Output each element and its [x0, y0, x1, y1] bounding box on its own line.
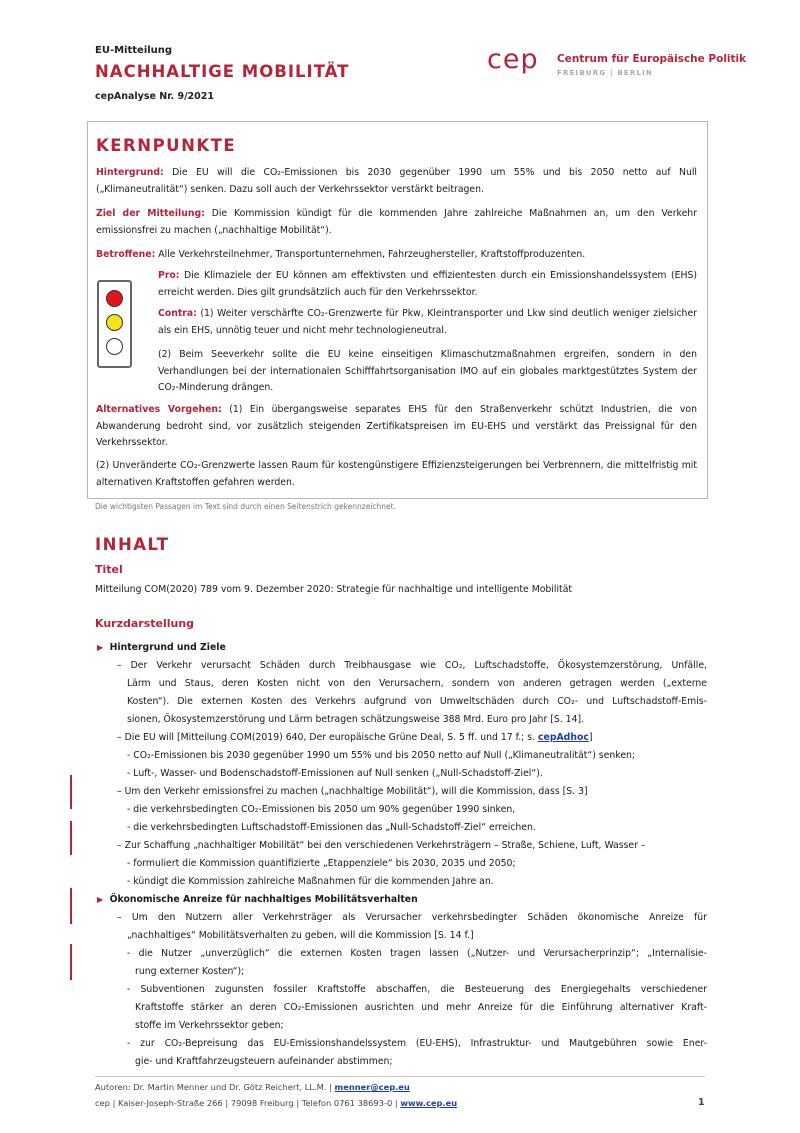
- bullet-triangle-icon: ▶: [97, 895, 104, 904]
- traffic-light-icon: [97, 280, 132, 368]
- analysis-number: cepAnalyse Nr. 9/2021: [95, 91, 214, 102]
- contra-text: (1) Weiter verschärfte CO₂-Grenzwerte für Pkw, Kleintransporter und Lkw sind deutlich weniger zielsicher als ein EHS, unnötig teuer und nicht mehr technologieneutral.: [158, 308, 697, 336]
- document-title: NACHHALTIGE MOBILITÄT: [95, 62, 350, 81]
- key-points-heading: KERNPUNKTE: [96, 136, 237, 155]
- bullet-background-goals: [97, 639, 226, 657]
- title-section-heading: Titel: [95, 563, 123, 576]
- goal-paragraph: [96, 206, 697, 239]
- website-link[interactable]: www.cep.eu: [400, 1098, 458, 1108]
- bullet-text: Hintergrund und Ziele: [109, 642, 226, 653]
- body-line: - die Nutzer „unverzüglich“ die externen Kosten tragen lassen („Nutzer- und Verursacherprinzip“; „Internalisie-: [127, 948, 707, 959]
- cep-logo: [487, 44, 747, 84]
- body-line: - zur CO₂-Bepreisung das EU-Emissionshandelssystem (EU-EHS), Infrastruktur- und Mautgebühren sowie Ener-: [127, 1038, 707, 1049]
- alternative-label: Alternatives Vorgehen:: [96, 404, 222, 415]
- body-line: - Luft-, Wasser- und Bodenschadstoff-Emissionen auf Null senken („Null-Schadstoff-Ziel“).: [127, 768, 543, 779]
- yellow-light: [106, 314, 123, 331]
- page-number: 1: [698, 1097, 705, 1108]
- body-line: Lärm und Staus, deren Kosten nicht von den Verursachern, sondern von anderen getragen werden („externe: [127, 678, 707, 689]
- body-line: „nachhaltiges“ Mobilitätsverhalten zu geben, will die Kommission [S. 14 f.]: [127, 930, 474, 941]
- background-label: Hintergrund:: [96, 167, 164, 178]
- author-email-link[interactable]: menner@cep.eu: [334, 1082, 410, 1092]
- body-line: – Zur Schaffung „nachhaltiger Mobilität“ bei den verschiedenen Verkehrsträgern – Straße, Schiene, Luft, Wasser –: [117, 840, 646, 851]
- margin-bar: [70, 888, 72, 924]
- body-line: Kosten“). Die externen Kosten des Verkehrs aufgrund von Umweltschäden durch CO₂- und Luftschadstoff-Emis-: [127, 696, 707, 707]
- body-line: – Der Verkehr verursacht Schäden durch Treibhausgase wie CO₂, Luftschadstoffe, Ökosystemzerstörung, Unfälle,: [117, 660, 707, 671]
- body-line: Kraftstoffe stärker an deren CO₂-Emissionen ausrichten und mehr Anreize für die Einführung alternativer Kraft-: [135, 1002, 707, 1013]
- body-line: - die verkehrsbedingten CO₂-Emissionen bis 2050 um 90% gegenüber 1990 sinken,: [127, 804, 516, 815]
- body-line: - die verkehrsbedingten Luftschadstoff-Emissionen das „Null-Schadstoff-Ziel“ erreichen.: [127, 822, 536, 833]
- contra-paragraph-2: (2) Beim Seeverkehr sollte die EU keine einseitigen Klimaschutzmaßnahmen ergreifen, sondern in den Verhandlungen bei der internationalen Schifffahrtsorganisation IMO auf ein globales marktgestütztes System der CO₂-Minderung drängen.: [158, 349, 697, 393]
- key-points-box: [87, 121, 708, 499]
- summary-section-heading: Kurzdarstellung: [95, 617, 195, 630]
- title-section-text: Mitteilung COM(2020) 789 vom 9. Dezember 2020: Strategie für nachhaltige und intelligente Mobilität: [95, 584, 573, 595]
- body-line: – Um den Verkehr emissionsfrei zu machen („nachhaltige Mobilität“), will die Kommission, dass [S. 3]: [117, 786, 588, 797]
- alternative-text: (1) Ein übergangsweise separates EHS für den Straßenverkehr schützt Industrien, die von Abwanderung bedroht sind, vor zusätzlich steigenden Zertifikatspreisen im EU-EHS und verstärkt das Preissignal für den Verkehrssektor.: [96, 404, 697, 448]
- body-line: - Subventionen zugunsten fossiler Kraftstoffe abschaffen, die Besteuerung des Energiegehalts verschiedener: [127, 984, 707, 995]
- bullet-text: Ökonomische Anreize für nachhaltiges Mobilitätsverhalten: [109, 894, 418, 905]
- bullet-triangle-icon: ▶: [97, 643, 104, 652]
- body-line: - CO₂-Emissionen bis 2030 gegenüber 1990 um 55% und bis 2050 netto auf Null („Klimaneutralität“) senken;: [127, 750, 636, 761]
- pro-paragraph: [158, 268, 697, 301]
- body-line: – Die EU will [Mitteilung COM(2019) 640, Der europäische Grüne Deal, S. 5 ff. und 17 f.; s. cepAdhoc]: [117, 732, 593, 743]
- document-type: EU-Mitteilung: [95, 45, 173, 56]
- pro-label: Pro:: [158, 270, 180, 281]
- margin-bar: [70, 775, 72, 809]
- off-light: [106, 338, 123, 355]
- body-line: - formuliert die Kommission quantifizierte „Etappenziele“ bis 2030, 2035 und 2050;: [127, 858, 516, 869]
- pro-text: Die Klimaziele der EU können am effektivsten und effizientesten durch ein Emissionshandelssystem (EHS) erreicht werden. Dies gilt grundsätzlich auch für den Verkehrssektor.: [158, 270, 697, 298]
- margin-bar: [70, 944, 72, 980]
- alternative-paragraph: [96, 402, 697, 452]
- bullet-economic-incentives: [97, 891, 418, 909]
- body-line: rung externer Kosten“);: [135, 966, 245, 977]
- footer-address: cep | Kaiser-Joseph-Straße 266 | 79098 Freiburg | Telefon 0761 38693-0 | www.cep.eu: [95, 1098, 458, 1108]
- contra-paragraph: [158, 306, 697, 339]
- body-line: stoffe im Verkehrssektor geben;: [135, 1020, 284, 1031]
- affected-paragraph: [96, 247, 697, 264]
- body-line: gie- und Kraftfahrzeugsteuern aufeinander abstimmen;: [135, 1056, 393, 1067]
- logo-locations: FREIBURG | BERLIN: [557, 69, 653, 77]
- body-line: – Um den Nutzern aller Verkehrsträger als Verursacher verkehrsbedingter Schäden ökonomische Anreize für: [117, 912, 707, 923]
- goal-label: Ziel der Mitteilung:: [96, 208, 205, 219]
- cep-adhoc-link[interactable]: cepAdhoc: [538, 732, 589, 743]
- footer-rule: [95, 1076, 705, 1077]
- alternative-paragraph-2: (2) Unveränderte CO₂-Grenzwerte lassen Raum für kostengünstigere Effizienzsteigerungen bei Verbrennern, die mittelfristig mit alternativen Kraftstoffen gefahren werden.: [96, 460, 697, 488]
- body-line: sionen, Ökosystemzerstörung und Lärm betragen schätzungsweise 388 Mrd. Euro pro Jahr [S. 14].: [127, 714, 585, 725]
- contents-heading: INHALT: [95, 535, 170, 554]
- goal-text: Die Kommission kündigt für die kommenden Jahre zahlreiche Maßnahmen an, um den Verkehr emissionsfrei zu machen („nachhaltige Mobilität“).: [96, 208, 698, 236]
- margin-note: Die wichtigsten Passagen im Text sind durch einen Seitenstrich gekennzeichnet.: [95, 502, 396, 511]
- background-text: Die EU will die CO₂-Emissionen bis 2030 gegenüber 1990 um 55% und bis 2050 netto auf Null („Klimaneutralität“) senken. Dazu soll auch der Verkehrssektor verstärkt beitragen.: [96, 167, 697, 195]
- logo-wordmark: cep: [487, 44, 539, 75]
- logo-institute-name: Centrum für Europäische Politik: [557, 53, 747, 65]
- margin-bar: [70, 821, 72, 855]
- footer-authors: Autoren: Dr. Martin Menner und Dr. Götz Reichert, LL.M. | menner@cep.eu: [95, 1082, 410, 1092]
- body-line: - kündigt die Kommission zahlreiche Maßnahmen für die kommenden Jahre an.: [127, 876, 494, 887]
- contra-label: Contra:: [158, 308, 197, 319]
- red-light: [106, 290, 123, 307]
- background-paragraph: [96, 165, 697, 198]
- affected-text: Alle Verkehrsteilnehmer, Transportunternehmen, Fahrzeughersteller, Kraftstoffproduzenten.: [155, 249, 586, 260]
- affected-label: Betroffene:: [96, 249, 156, 260]
